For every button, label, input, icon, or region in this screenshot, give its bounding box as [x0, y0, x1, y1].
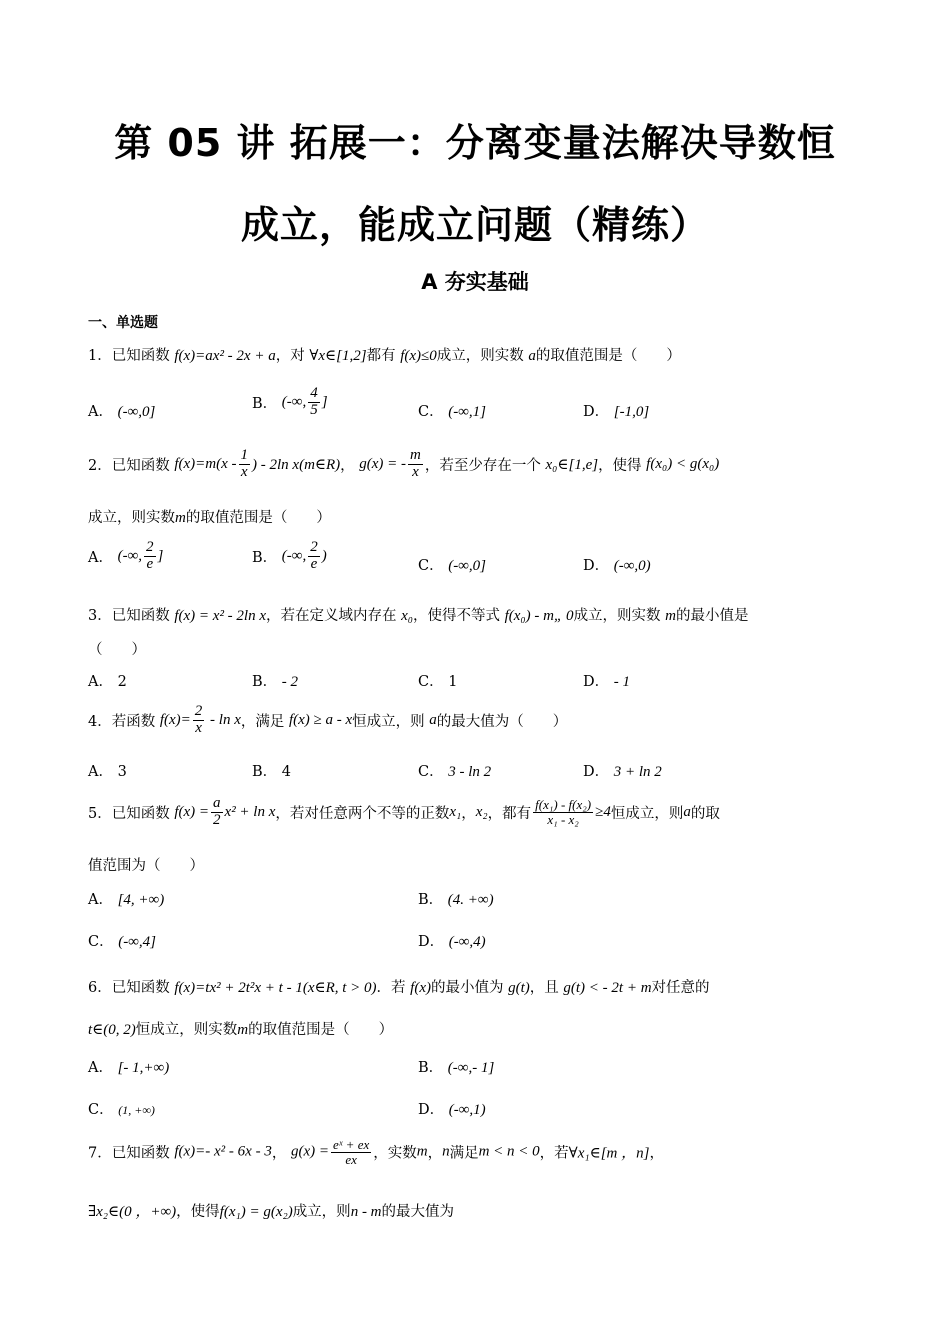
question-3-cont: （ ） — [88, 642, 146, 658]
question-5: 5．已知函数 f(x) = $\frac{a}{2}$ x² + ln x，若对任意两个不等的正数x₁，x₂，都有 $\frac{\text{f(x₁) - f(x₂)}}{\text{x₁ - x₂}}$ ≥4恒成立，则a的取 — [88, 795, 720, 828]
q5-option-a: A． [4, +∞) — [88, 892, 165, 908]
q2-option-c: C． (-∞,0] — [418, 558, 486, 574]
q2-option-d: D． (-∞,0) — [583, 558, 651, 574]
question-7: 7．已知函数 f(x)=- x² - 6x - 3， g(x) = $\frac{\text{eˣ + ex}}{ex}$ ，实数m，n满足m < n < 0，若∀x₁∈[m ，n]， — [88, 1137, 664, 1167]
q6-option-b: B． (-∞,- 1] — [418, 1060, 495, 1076]
question-1: 1．已知函数 f(x)=ax² - 2x + a，对 ∀x∈[1,2]都有 f(x)≤0成立，则实数 a的取值范围是（ ） — [88, 348, 681, 364]
q4-option-d: D． 3 + ln 2 — [583, 764, 662, 780]
q6-option-a: A． [- 1,+∞) — [88, 1060, 170, 1076]
question-4: 4．若函数 f(x)= $\frac{2}{x}$ - ln x，满足 f(x) ≥ a - x恒成立，则 a的最大值为（ ） — [88, 703, 568, 736]
part-heading: A 夯实基础 — [421, 270, 529, 294]
question-2-cont: 成立，则实数m的取值范围是（ ） — [88, 510, 331, 526]
q2-option-a: A． (-∞, $\frac{2}{e}$ ] — [88, 539, 164, 572]
q1-option-a: A． (-∞,0] — [88, 404, 156, 420]
question-3: 3．已知函数 f(x) = x² - 2ln x，若在定义域内存在 x₀，使得不等式 f(x₀) - m„ 0成立，则实数 m的最小值是 — [88, 608, 749, 624]
q5-option-d: D． (-∞,4) — [418, 934, 486, 950]
q6-option-c: C． (1, +∞) — [88, 1102, 155, 1118]
q6-option-d: D． (-∞,1) — [418, 1102, 486, 1118]
question-6-cont: t∈(0, 2)恒成立，则实数m的取值范围是（ ） — [88, 1022, 394, 1038]
q3-option-b: B． - 2 — [252, 674, 299, 690]
question-6: 6．已知函数 f(x)=tx² + 2t²x + t - 1(x∈R, t > 0)．若 f(x)的最小值为 g(t)，且 g(t) < - 2t + m对任意的 — [88, 980, 710, 996]
q1-option-b: B． (-∞, $\frac{4}{5}$ ] — [252, 385, 328, 418]
q2-option-b: B． (-∞, $\frac{2}{e}$ ) — [252, 539, 327, 572]
question-5-cont: 值范围为（ ） — [88, 858, 204, 874]
q3-option-d: D． - 1 — [583, 674, 630, 690]
q4-option-b: B． 4 — [252, 764, 291, 780]
title-line-1: 第 05 讲 拓展一：分离变量法解决导数恒 — [114, 121, 836, 165]
q1-option-d: D． [-1,0] — [583, 404, 650, 420]
q4-option-a: A． 3 — [88, 764, 127, 780]
q5-option-c: C． (-∞,4] — [88, 934, 156, 950]
title-line-2: 成立，能成立问题（精练） — [240, 203, 709, 247]
question-2: 2．已知函数 f(x)=m(x - $\frac{1}{x}$ ) - 2ln x(m∈R)， g(x) = - $\frac{m}{x}$ ，若至少存在一个 x₀∈[1,e]，使得 f(x₀) < g(x₀) — [88, 447, 720, 480]
q5-option-b: B． (4. +∞) — [418, 892, 494, 908]
q4-option-c: C． 3 - ln 2 — [418, 764, 492, 780]
q3-option-a: A． 2 — [88, 674, 127, 690]
q1-option-c: C． (-∞,1] — [418, 404, 486, 420]
section-heading: 一、单选题 — [88, 315, 158, 331]
q3-option-c: C． 1 — [418, 674, 458, 690]
question-7-cont: ∃x₂∈(0 ，+∞)，使得f(x₁) = g(x₂)成立，则n - m的最大值为 — [88, 1204, 455, 1220]
